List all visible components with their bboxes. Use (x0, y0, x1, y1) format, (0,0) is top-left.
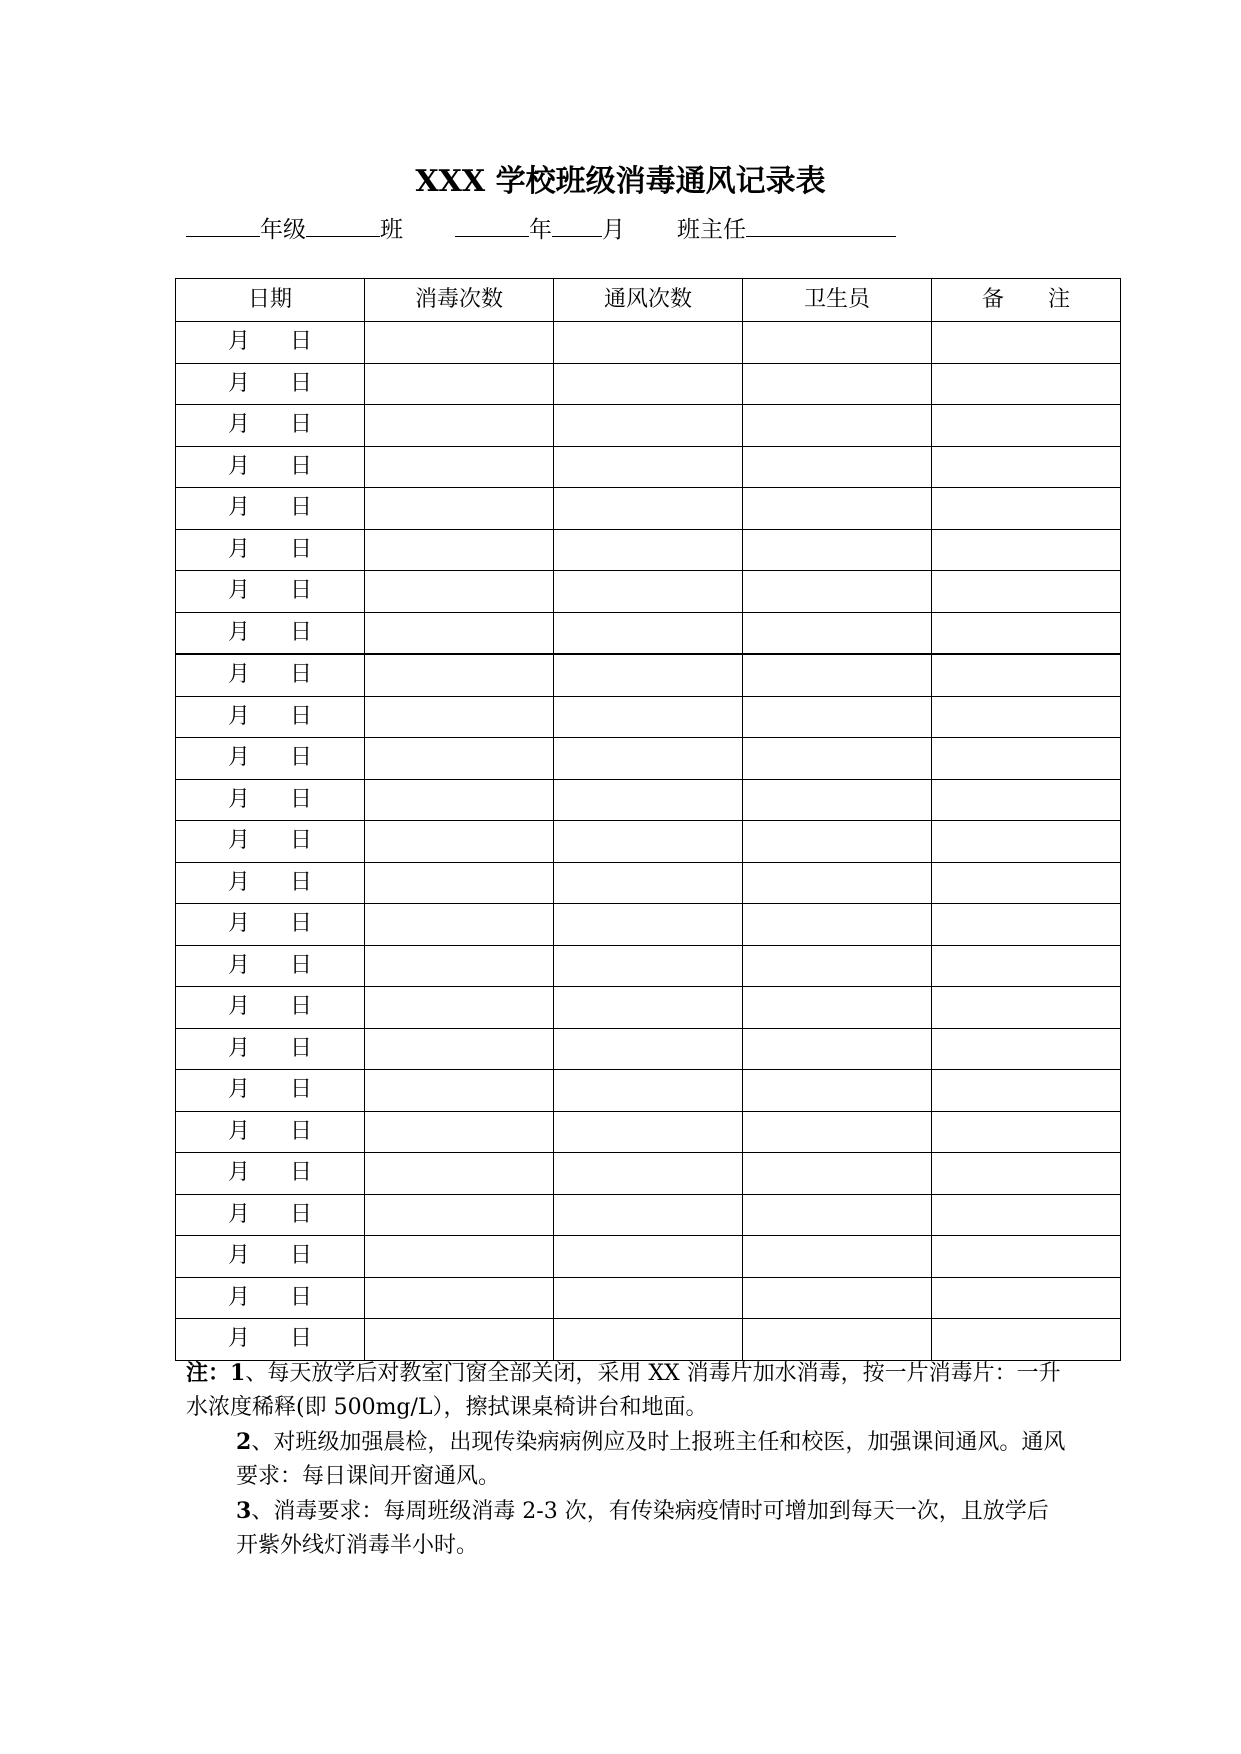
day-label: 日 (290, 1284, 313, 1310)
date-cell[interactable] (176, 1319, 365, 1361)
disinfect-count-cell[interactable] (365, 738, 554, 780)
ventilation-count-cell[interactable] (554, 488, 743, 530)
remarks-cell[interactable] (932, 612, 1121, 654)
date-cell[interactable] (176, 446, 365, 488)
ventilation-count-cell[interactable] (554, 1194, 743, 1236)
ventilation-count-cell[interactable] (554, 405, 743, 447)
hygiene-monitor-cell[interactable] (743, 779, 932, 821)
ventilation-count-cell[interactable] (554, 738, 743, 780)
day-label: 日 (290, 703, 313, 729)
ventilation-count-cell[interactable] (554, 1070, 743, 1112)
day-label: 日 (290, 578, 313, 604)
day-label: 日 (290, 495, 313, 521)
hygiene-monitor-cell[interactable] (743, 1070, 932, 1112)
day-label: 日 (290, 1077, 313, 1103)
table-row (176, 987, 1121, 1029)
table-row (176, 571, 1121, 613)
table-row (176, 1194, 1121, 1236)
table-row (176, 488, 1121, 530)
table-row (176, 738, 1121, 780)
date-cell[interactable] (176, 1153, 365, 1195)
page-title: XXX 学校班级消毒通风记录表 (415, 164, 826, 199)
table-row (176, 862, 1121, 904)
day-label: 日 (290, 1160, 313, 1186)
disinfect-count-cell[interactable] (365, 904, 554, 946)
date-cell[interactable] (176, 738, 365, 780)
day-label: 日 (290, 1326, 313, 1352)
note-3-number: 3 (236, 1498, 252, 1524)
month-label: 月 (228, 1118, 251, 1144)
day-label: 日 (290, 536, 313, 562)
month-label: 月 (228, 453, 251, 479)
header-hygiene-monitor: 卫生员 (743, 279, 932, 322)
month-label: 月 (228, 412, 251, 438)
disinfect-count-cell[interactable] (365, 363, 554, 405)
day-label: 日 (290, 1201, 313, 1227)
table-row (176, 1319, 1121, 1361)
year-label: 年 (529, 217, 552, 243)
note-2-number: 2 (236, 1429, 252, 1455)
hygiene-monitor-cell[interactable] (743, 405, 932, 447)
day-label: 日 (290, 370, 313, 396)
header-info-line (186, 212, 896, 246)
month-label: 月 (228, 1201, 251, 1227)
remarks-cell[interactable] (932, 1194, 1121, 1236)
date-cell[interactable] (176, 945, 365, 987)
month-label: 月 (228, 619, 251, 645)
header-date: 日期 (176, 279, 365, 322)
remarks-cell[interactable] (932, 1028, 1121, 1070)
header-remarks: 备 注 (932, 279, 1121, 322)
remarks-cell[interactable] (932, 405, 1121, 447)
remarks-cell[interactable] (932, 1277, 1121, 1319)
ventilation-count-cell[interactable] (554, 654, 743, 696)
date-cell[interactable] (176, 862, 365, 904)
hygiene-monitor-cell[interactable] (743, 1194, 932, 1236)
note-prefix: 注： (186, 1360, 231, 1386)
month-label: 月 (228, 1284, 251, 1310)
header-disinfect-count: 消毒次数 (365, 279, 554, 322)
date-cell[interactable] (176, 696, 365, 738)
ventilation-count-cell[interactable] (554, 529, 743, 571)
month-label: 月 (228, 828, 251, 854)
grade-label: 年级 (260, 217, 306, 243)
remarks-cell[interactable] (932, 1319, 1121, 1361)
hygiene-monitor-cell[interactable] (743, 446, 932, 488)
hygiene-monitor-cell[interactable] (743, 1153, 932, 1195)
note-3 (186, 1494, 1066, 1563)
table-row (176, 1111, 1121, 1153)
disinfect-count-cell[interactable] (365, 1236, 554, 1278)
remarks-cell[interactable] (932, 779, 1121, 821)
ventilation-count-cell[interactable] (554, 1236, 743, 1278)
date-cell[interactable] (176, 1277, 365, 1319)
month-label: 月 (228, 786, 251, 812)
month-label: 月 (228, 911, 251, 937)
remarks-cell[interactable] (932, 945, 1121, 987)
date-cell[interactable] (176, 1111, 365, 1153)
ventilation-count-cell[interactable] (554, 779, 743, 821)
disinfect-count-cell[interactable] (365, 1070, 554, 1112)
class-label: 班 (380, 217, 403, 243)
ventilation-count-cell[interactable] (554, 945, 743, 987)
table-row (176, 945, 1121, 987)
month-label: 月 (228, 1243, 251, 1269)
day-label: 日 (290, 994, 313, 1020)
date-cell[interactable] (176, 488, 365, 530)
date-cell[interactable] (176, 1194, 365, 1236)
ventilation-count-cell[interactable] (554, 1277, 743, 1319)
remarks-cell[interactable] (932, 904, 1121, 946)
class-blank[interactable] (306, 212, 380, 237)
ventilation-count-cell[interactable] (554, 1319, 743, 1361)
disinfect-count-cell[interactable] (365, 529, 554, 571)
disinfect-count-cell[interactable] (365, 654, 554, 696)
hygiene-monitor-cell[interactable] (743, 945, 932, 987)
table-row (176, 1153, 1121, 1195)
date-cell[interactable] (176, 612, 365, 654)
disinfect-count-cell[interactable] (365, 571, 554, 613)
month-label: 月 (228, 370, 251, 396)
month-label: 月 (228, 952, 251, 978)
remarks-cell[interactable] (932, 529, 1121, 571)
hygiene-monitor-cell[interactable] (743, 1236, 932, 1278)
remarks-cell[interactable] (932, 987, 1121, 1029)
month-blank[interactable] (552, 212, 602, 237)
month-label: 月 (228, 329, 251, 355)
table-row (176, 821, 1121, 863)
hygiene-monitor-cell[interactable] (743, 1277, 932, 1319)
table-row (176, 1028, 1121, 1070)
day-label: 日 (290, 329, 313, 355)
remarks-cell[interactable] (932, 821, 1121, 863)
date-cell[interactable] (176, 779, 365, 821)
disinfect-count-cell[interactable] (365, 987, 554, 1029)
notes-section (186, 1356, 1066, 1563)
disinfect-count-cell[interactable] (365, 612, 554, 654)
day-label: 日 (290, 1035, 313, 1061)
disinfect-count-cell[interactable] (365, 1194, 554, 1236)
hygiene-monitor-cell[interactable] (743, 529, 932, 571)
table-row (176, 529, 1121, 571)
ventilation-count-cell[interactable] (554, 1111, 743, 1153)
day-label: 日 (290, 911, 313, 937)
hygiene-monitor-cell[interactable] (743, 363, 932, 405)
date-cell[interactable] (176, 322, 365, 364)
disinfect-count-cell[interactable] (365, 945, 554, 987)
remarks-cell[interactable] (932, 654, 1121, 696)
date-cell[interactable] (176, 363, 365, 405)
disinfect-count-cell[interactable] (365, 446, 554, 488)
note-2-text: 、对班级加强晨检，出现传染病病例应及时上报班主任和校医，加强课间通风。通风要求：每日课间开窗通风。 (236, 1430, 1066, 1489)
disinfect-count-cell[interactable] (365, 1277, 554, 1319)
month-label: 月 (228, 745, 251, 771)
hygiene-monitor-cell[interactable] (743, 987, 932, 1029)
date-cell[interactable] (176, 1070, 365, 1112)
day-label: 日 (290, 786, 313, 812)
date-cell[interactable] (176, 987, 365, 1029)
month-label: 月 (228, 495, 251, 521)
hygiene-monitor-cell[interactable] (743, 322, 932, 364)
table-row (176, 904, 1121, 946)
remarks-cell[interactable] (932, 1236, 1121, 1278)
table-body (176, 322, 1121, 1361)
ventilation-count-cell[interactable] (554, 904, 743, 946)
day-label: 日 (290, 412, 313, 438)
hygiene-monitor-cell[interactable] (743, 696, 932, 738)
remarks-cell[interactable] (932, 322, 1121, 364)
table-header-row (176, 279, 1121, 322)
ventilation-count-cell[interactable] (554, 1153, 743, 1195)
remarks-cell[interactable] (932, 488, 1121, 530)
date-cell[interactable] (176, 1028, 365, 1070)
teacher-label: 班主任 (677, 217, 746, 243)
disinfect-count-cell[interactable] (365, 488, 554, 530)
date-cell[interactable] (176, 571, 365, 613)
month-label: 月 (228, 536, 251, 562)
table-row (176, 1236, 1121, 1278)
hygiene-monitor-cell[interactable] (743, 654, 932, 696)
month-label: 月 (228, 1035, 251, 1061)
hygiene-monitor-cell[interactable] (743, 488, 932, 530)
day-label: 日 (290, 869, 313, 895)
remarks-cell[interactable] (932, 571, 1121, 613)
month-label: 月 (602, 217, 625, 243)
table-row (176, 612, 1121, 654)
year-blank[interactable] (455, 212, 529, 237)
day-label: 日 (290, 619, 313, 645)
note-2 (186, 1425, 1066, 1494)
teacher-blank[interactable] (746, 212, 896, 237)
table-row (176, 1277, 1121, 1319)
date-cell[interactable] (176, 904, 365, 946)
disinfect-count-cell[interactable] (365, 1028, 554, 1070)
remarks-cell[interactable] (932, 862, 1121, 904)
disinfect-count-cell[interactable] (365, 1111, 554, 1153)
remarks-cell[interactable] (932, 738, 1121, 780)
ventilation-count-cell[interactable] (554, 363, 743, 405)
month-label: 月 (228, 1326, 251, 1352)
table-row (176, 363, 1121, 405)
remarks-cell[interactable] (932, 446, 1121, 488)
month-label: 月 (228, 703, 251, 729)
remarks-cell[interactable] (932, 1111, 1121, 1153)
hygiene-monitor-cell[interactable] (743, 1319, 932, 1361)
ventilation-count-cell[interactable] (554, 821, 743, 863)
day-label: 日 (290, 1118, 313, 1144)
disinfect-count-cell[interactable] (365, 1153, 554, 1195)
month-label: 月 (228, 869, 251, 895)
disinfect-count-cell[interactable] (365, 1319, 554, 1361)
note-3-text: 、消毒要求：每周班级消毒 2-3 次，有传染病疫情时可增加到每天一次，且放学后开紫外线灯消毒半小时。 (236, 1499, 1049, 1558)
disinfect-count-cell[interactable] (365, 821, 554, 863)
remarks-cell[interactable] (932, 1070, 1121, 1112)
disinfect-count-cell[interactable] (365, 696, 554, 738)
day-label: 日 (290, 745, 313, 771)
ventilation-count-cell[interactable] (554, 987, 743, 1029)
ventilation-count-cell[interactable] (554, 322, 743, 364)
hygiene-monitor-cell[interactable] (743, 738, 932, 780)
record-table (175, 278, 1121, 1361)
ventilation-count-cell[interactable] (554, 612, 743, 654)
ventilation-count-cell[interactable] (554, 446, 743, 488)
month-label: 月 (228, 1077, 251, 1103)
hygiene-monitor-cell[interactable] (743, 571, 932, 613)
disinfect-count-cell[interactable] (365, 862, 554, 904)
month-label: 月 (228, 662, 251, 688)
remarks-cell[interactable] (932, 1153, 1121, 1195)
table-row (176, 779, 1121, 821)
note-1 (186, 1356, 1066, 1425)
disinfect-count-cell[interactable] (365, 322, 554, 364)
hygiene-monitor-cell[interactable] (743, 862, 932, 904)
table-row (176, 446, 1121, 488)
remarks-cell[interactable] (932, 696, 1121, 738)
month-label: 月 (228, 994, 251, 1020)
table-row (176, 322, 1121, 364)
table-row (176, 696, 1121, 738)
remarks-cell[interactable] (932, 363, 1121, 405)
ventilation-count-cell[interactable] (554, 862, 743, 904)
note-1-text: 、每天放学后对教室门窗全部关闭，采用 XX 消毒片加水消毒，按一片消毒片：一升水浓度稀释(即 500mg/L），擦拭课桌椅讲台和地面。 (186, 1361, 1061, 1420)
day-label: 日 (290, 1243, 313, 1269)
date-cell[interactable] (176, 821, 365, 863)
month-label: 月 (228, 578, 251, 604)
ventilation-count-cell[interactable] (554, 696, 743, 738)
date-cell[interactable] (176, 405, 365, 447)
grade-blank[interactable] (186, 212, 260, 237)
day-label: 日 (290, 662, 313, 688)
disinfect-count-cell[interactable] (365, 779, 554, 821)
date-cell[interactable] (176, 654, 365, 696)
date-cell[interactable] (176, 1236, 365, 1278)
hygiene-monitor-cell[interactable] (743, 612, 932, 654)
disinfect-count-cell[interactable] (365, 405, 554, 447)
table-row (176, 1070, 1121, 1112)
table-row (176, 405, 1121, 447)
header-ventilation-count: 通风次数 (554, 279, 743, 322)
table-row (176, 654, 1121, 696)
day-label: 日 (290, 952, 313, 978)
month-label: 月 (228, 1160, 251, 1186)
hygiene-monitor-cell[interactable] (743, 1111, 932, 1153)
date-cell[interactable] (176, 529, 365, 571)
hygiene-monitor-cell[interactable] (743, 821, 932, 863)
ventilation-count-cell[interactable] (554, 571, 743, 613)
ventilation-count-cell[interactable] (554, 1028, 743, 1070)
day-label: 日 (290, 453, 313, 479)
hygiene-monitor-cell[interactable] (743, 904, 932, 946)
hygiene-monitor-cell[interactable] (743, 1028, 932, 1070)
day-label: 日 (290, 828, 313, 854)
note-1-number: 1 (230, 1360, 246, 1386)
